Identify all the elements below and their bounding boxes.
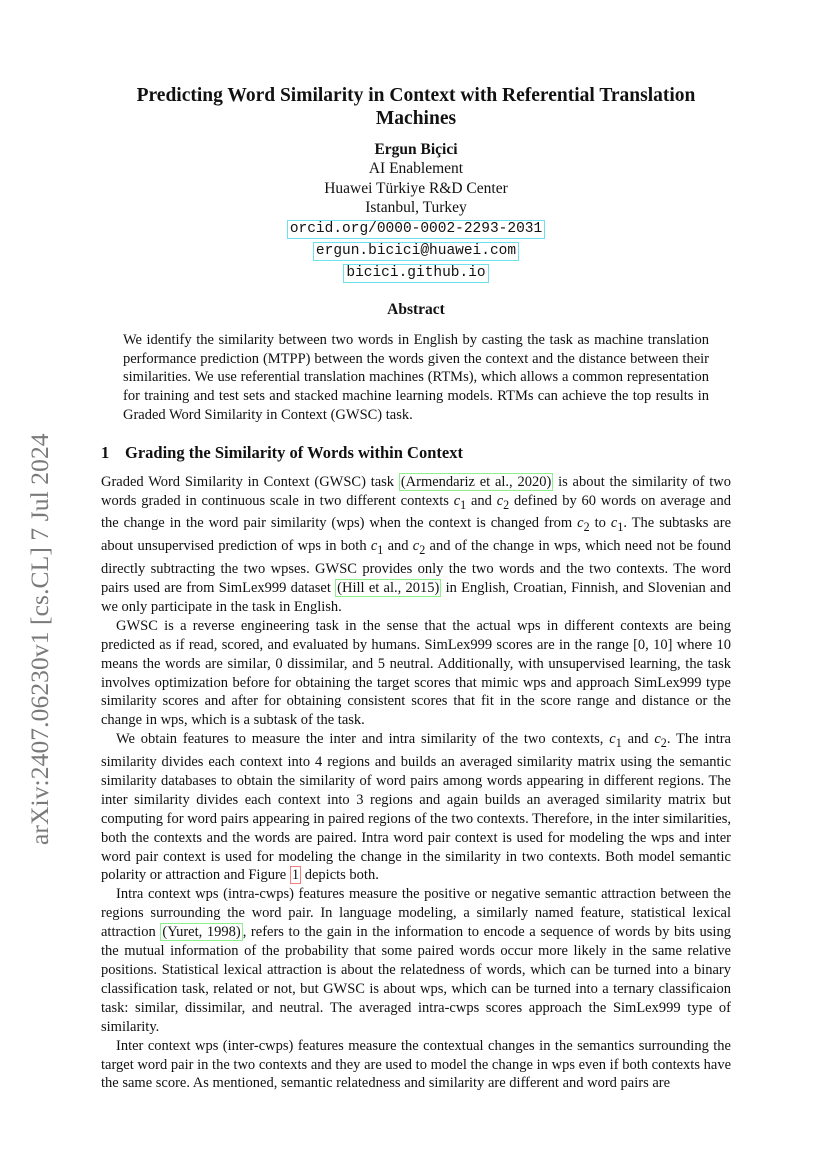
math-var: c xyxy=(370,538,378,555)
arxiv-identifier: arXiv:2407.06230v1 [cs.CL] 7 Jul 2024 xyxy=(25,433,54,845)
affiliation-line: Istanbul, Turkey xyxy=(365,199,467,217)
paper-page xyxy=(101,84,731,1093)
text-run: and xyxy=(621,731,655,748)
math-var: c xyxy=(654,731,661,748)
text-run: and of the change in wps, which need not be found directly subtracting the two wpses. GWSC provides only the two words and the two contexts. The word pairs used are from SimLex999 dataset xyxy=(101,538,731,596)
paragraph: GWSC is a reverse engineering task in the sense that the actual wps in different contexts are being predicted as if read, scored, and evaluated by humans. SimLex999 scores are in the range [0, 10] where 10 means the words are similar, 0 dissimilar, and 5 neutral. Additionally, with unsupervised learning, the task involves optimization before for obtaining the target scores that mimic wps and approach SimLex999 type similarity scores and after for obtaining consistent scores that fit in the score range and distance or the change in wps, which is a subtask of the task. xyxy=(101,617,731,729)
section-number: 1 xyxy=(101,442,110,462)
paragraph: Inter context wps (inter-cwps) features measure the contextual changes in the semantics surrounding the target word pair in the two contexts and they are used to model the change in wps even if both contexts have the same score. As mentioned, semantic relatedness and similarity are different and word pairs are xyxy=(101,1037,731,1092)
paragraph xyxy=(101,730,731,885)
orcid-link[interactable]: orcid.org/0000-0002-2293-2031 xyxy=(287,220,545,239)
author-links xyxy=(101,219,731,285)
author-name: Ergun Biçici xyxy=(374,141,458,158)
text-run: depicts both. xyxy=(301,867,379,884)
figure-reference-link[interactable]: 1 xyxy=(291,867,300,884)
section-title: Grading the Similarity of Words within Context xyxy=(125,442,463,462)
paragraph xyxy=(101,885,731,1036)
affiliation-line: AI Enablement xyxy=(368,160,464,177)
paper-title: Predicting Word Similarity in Context with Referential Translation Machines xyxy=(136,85,696,129)
text-run: We obtain features to measure the inter and intra similarity of the two contexts, xyxy=(116,731,610,748)
math-var: c xyxy=(609,731,616,748)
abstract-heading: Abstract xyxy=(387,300,445,318)
math-var: c xyxy=(453,492,461,509)
math-subscript: 1 xyxy=(460,497,467,512)
text-run: and xyxy=(383,538,413,555)
abstract-text: We identify the similarity between two words in English by casting the task as machine translation performance prediction (MTPP) between the words given the context and the distance between their similarities. We use referential translation machines (RTMs), which allows a common representation for training and test sets and stacked machine learning models. RTMs can achieve the top results in Graded Word Similarity in Context (GWSC) task. xyxy=(123,331,709,423)
citation-link[interactable]: (Yuret, 1998) xyxy=(162,924,241,941)
math-subscript: 1 xyxy=(377,543,384,558)
text-run: Intra context wps (intra-cwps) features measure the positive or negative semantic attraction between the regions surrounding the word pair. In language modeling, a similarly named feature, statistical lexical attraction xyxy=(101,886,731,941)
paragraph xyxy=(101,473,731,617)
math-var: c xyxy=(577,515,584,532)
text-run: defined by 60 words on average and the change in the word pair similarity (wps) when the context is changed from xyxy=(101,492,731,532)
text-run: Graded Word Similarity in Context (GWSC) task xyxy=(101,473,399,490)
math-subscript: 1 xyxy=(617,520,624,535)
text-run: , refers to the gain in the information to encode a sequence of words by bits using the mutual information of the probability that some paired words occur more likely in the same relative positions. Statistical lexical attraction is about the relatedness of words, which can be turned into a binary classification task, related or not, but GWSC is about wps, which can be turned into a ternary classificaion task: similar, dissimilar, and neutral. The averaged intra-cwps scores approach the SimLex999 type of similarity. xyxy=(101,924,731,1035)
math-var: c xyxy=(412,538,420,555)
math-subscript: 2 xyxy=(660,736,667,751)
text-run: to xyxy=(589,515,611,532)
math-subscript: 1 xyxy=(615,736,622,751)
email-link[interactable]: ergun.bicici@huawei.com xyxy=(313,242,519,261)
citation-link[interactable]: (Armendariz et al., 2020) xyxy=(400,473,552,490)
text-run: in English, Croatian, Finnish, and Slovenian and we only participate in the task in English. xyxy=(101,579,731,615)
math-subscript: 2 xyxy=(419,543,426,558)
math-var: c xyxy=(496,492,504,509)
homepage-link[interactable]: bicici.github.io xyxy=(343,264,488,283)
text-run: and xyxy=(466,492,497,509)
text-run: is about the similarity of two words graded in continuous scale in two different contexts xyxy=(101,473,731,509)
text-run: . The subtasks are about unsupervised prediction of wps in both xyxy=(101,515,731,555)
text-run: . The intra similarity divides each context into 4 regions and builds an averaged similarity matrix using the semantic similarity databases to obtain the similarity of word pairs among words appearing in different regions. The inter similarity divides each context into 3 regions and again builds an averaged similarity matrix but computing for word pairs appearing in paired regions of the two contexts. Therefore, in the inter similarities, both the contexts and the words are paired. Intra word pair context is used for modeling the wps and inter word pair context is used for modeling the change in the similarity in two contexts. Both model semantic polarity or attraction and Figure xyxy=(101,731,731,884)
affiliation-line: Huawei Türkiye R&D Center xyxy=(324,179,508,197)
citation-link[interactable]: (Hill et al., 2015) xyxy=(337,579,440,596)
math-subscript: 2 xyxy=(503,497,510,512)
math-subscript: 2 xyxy=(583,520,590,535)
math-var: c xyxy=(610,515,618,532)
section-heading xyxy=(101,443,731,463)
